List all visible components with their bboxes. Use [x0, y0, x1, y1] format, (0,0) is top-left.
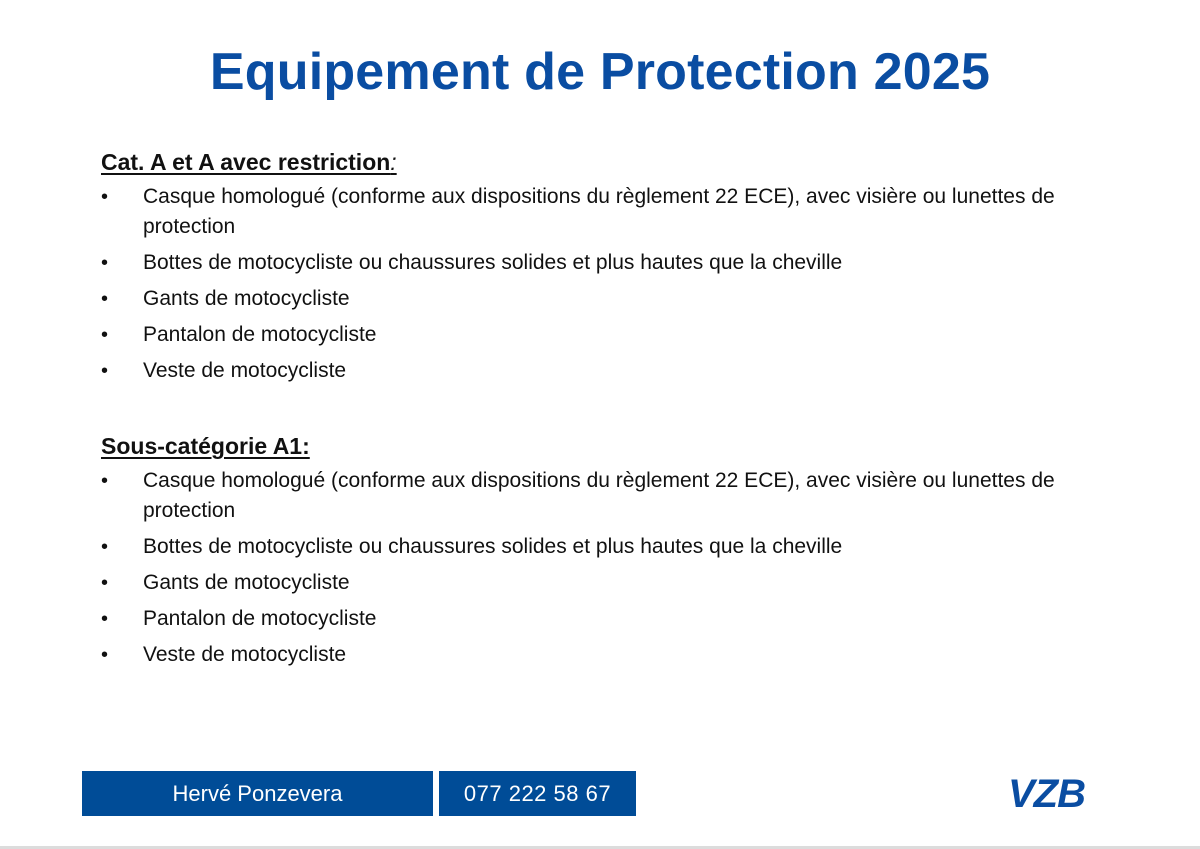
footer-phone-box: 077 222 58 67: [439, 771, 636, 816]
list-item: [101, 356, 1103, 386]
list-item-text: Pantalon de motocycliste: [143, 323, 377, 346]
list-item-text: Pantalon de motocycliste: [143, 607, 377, 630]
bullet-icon: •: [101, 288, 109, 310]
item-list-sub-a1: [101, 466, 1121, 670]
list-item-text: Bottes de motocycliste ou chaussures solides et plus hautes que la cheville: [143, 251, 843, 274]
bullet-icon: •: [101, 186, 109, 208]
list-item-text: Casque homologué (conforme aux dispositions du règlement 22 ECE), avec visière ou lunettes de protection: [143, 469, 1055, 522]
page-title: Equipement de Protection 2025: [209, 43, 991, 101]
section-heading-cat-a: [101, 146, 1121, 178]
section-cat-a: [101, 146, 1121, 392]
bullet-icon: •: [101, 644, 109, 666]
item-list-cat-a: [101, 182, 1121, 386]
bullet-icon: •: [101, 360, 109, 382]
bullet-icon: •: [101, 572, 109, 594]
bullet-icon: •: [101, 536, 109, 558]
list-item: [101, 568, 1103, 598]
list-item: [101, 466, 1103, 526]
list-item: [101, 320, 1103, 350]
section-heading-sub-a1: [101, 430, 1121, 462]
section-heading-sub-a1-text: Sous-catégorie A1:: [101, 433, 310, 459]
list-item-text: Gants de motocycliste: [143, 287, 350, 310]
section-heading-cat-a-suffix: :: [390, 149, 397, 175]
bullet-icon: •: [101, 608, 109, 630]
footer-name-box: Hervé Ponzevera: [82, 771, 433, 816]
list-item: [101, 284, 1103, 314]
bullet-icon: •: [101, 324, 109, 346]
list-item: [101, 532, 1103, 562]
list-item: [101, 640, 1103, 670]
list-item-text: Veste de motocycliste: [143, 643, 347, 666]
list-item: [101, 182, 1103, 242]
bullet-icon: •: [101, 470, 109, 492]
section-heading-cat-a-text: Cat. A et A avec restriction: [101, 149, 391, 175]
list-item-text: Veste de motocycliste: [143, 359, 347, 382]
list-item-text: Casque homologué (conforme aux dispositions du règlement 22 ECE), avec visière ou lunettes de protection: [143, 185, 1055, 238]
list-item: [101, 604, 1103, 634]
list-item: [101, 248, 1103, 278]
list-item-text: Gants de motocycliste: [143, 571, 350, 594]
section-sub-a1: [101, 430, 1121, 676]
list-item-text: Bottes de motocycliste ou chaussures solides et plus hautes que la cheville: [143, 535, 843, 558]
bullet-icon: •: [101, 252, 109, 274]
vzb-logo-icon: VZB: [1008, 772, 1085, 816]
